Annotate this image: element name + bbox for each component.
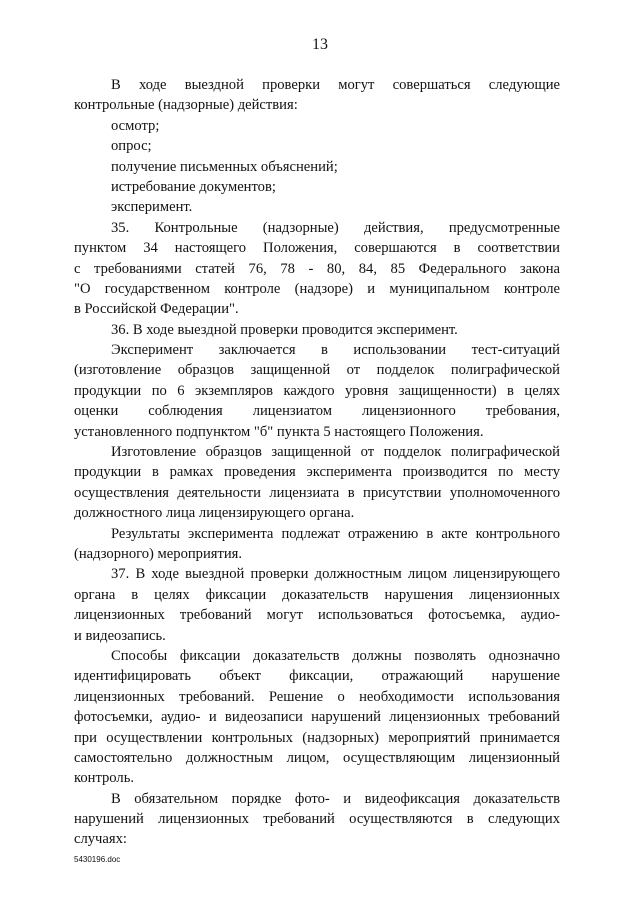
text-line: Эксперимент заключается в использовании тест-ситуаций xyxy=(111,342,560,359)
text-line: нарушений лицензионных требований осуществляются в следующих xyxy=(74,811,560,828)
text-line: лицензионных требований могут использоваться фотосъемка, аудио- xyxy=(74,607,560,624)
text-line: эксперимент. xyxy=(111,199,193,216)
text-line: опрос; xyxy=(111,138,152,155)
text-line: в Российской Федерации". xyxy=(74,301,239,318)
text-line: контрольные (надзорные) действия: xyxy=(74,97,298,114)
text-line: при осуществлении контрольных (надзорных) мероприятий принимается xyxy=(74,729,560,746)
text-line: с требованиями статей 76, 78 - 80, 84, 85 Федерального закона xyxy=(74,260,560,277)
text-line: (изготовление образцов защищенной от подделок полиграфической xyxy=(74,362,560,379)
text-line: В ходе выездной проверки могут совершаться следующие xyxy=(111,77,560,93)
page-number: 13 xyxy=(312,36,328,53)
text-line: органа в целях фиксации доказательств нарушения лицензионных xyxy=(74,586,560,603)
text-line: продукции в рамках проведения эксперимента производится по месту xyxy=(74,464,560,481)
text-line: фотосъемки, аудио- и видеозаписи нарушений лицензионных требований xyxy=(74,709,560,726)
text-line: самостоятельно должностным лицом, осуществляющим лицензионный xyxy=(74,749,560,766)
text-line: Изготовление образцов защищенной от подделок полиграфической xyxy=(111,444,560,461)
text-line: должностного лица лицензирующего органа. xyxy=(74,505,355,522)
text-line: (надзорного) мероприятия. xyxy=(74,545,243,562)
text-line: лицензионных требований. Решение о необходимости использования xyxy=(74,688,560,705)
text-line: установленного подпунктом "б" пункта 5 настоящего Положения. xyxy=(74,423,484,440)
text-line: идентифицировать объект фиксации, отражающий нарушение xyxy=(74,668,560,685)
text-line: контроль. xyxy=(74,770,134,787)
text-line: 36. В ходе выездной проверки проводится эксперимент. xyxy=(111,321,458,338)
text-line: случаях: xyxy=(74,831,127,848)
text-line: В обязательном порядке фото- и видеофиксация доказательств xyxy=(111,790,560,807)
text-line: пунктом 34 настоящего Положения, совершаются в соответствии xyxy=(74,240,560,257)
text-line: оценки соблюдения лицензиатом лицензионного требования, xyxy=(74,403,560,420)
text-line: 35. Контрольные (надзорные) действия, предусмотренные xyxy=(111,219,560,236)
text-line: 37. В ходе выездной проверки должностным лицом лицензирующего xyxy=(111,566,560,583)
document-body xyxy=(74,75,560,850)
text-line: продукции по 6 экземпляров каждого уровня защищенности) в целях xyxy=(74,382,560,399)
text-line: "О государственном контроле (надзоре) и муниципальном контроле xyxy=(74,280,560,297)
footer-document-code: 5430196.doc xyxy=(74,855,121,864)
text-line: осуществления деятельности лицензиата в присутствии уполномоченного xyxy=(74,484,560,501)
text-line: истребование документов; xyxy=(111,178,276,195)
text-line: и видеозапись. xyxy=(74,627,166,644)
text-line: получение письменных объяснений; xyxy=(111,158,338,175)
text-line: Способы фиксации доказательств должны позволять однозначно xyxy=(111,647,560,664)
text-line: Результаты эксперимента подлежат отражению в акте контрольного xyxy=(111,525,560,542)
text-line: осмотр; xyxy=(111,117,160,134)
